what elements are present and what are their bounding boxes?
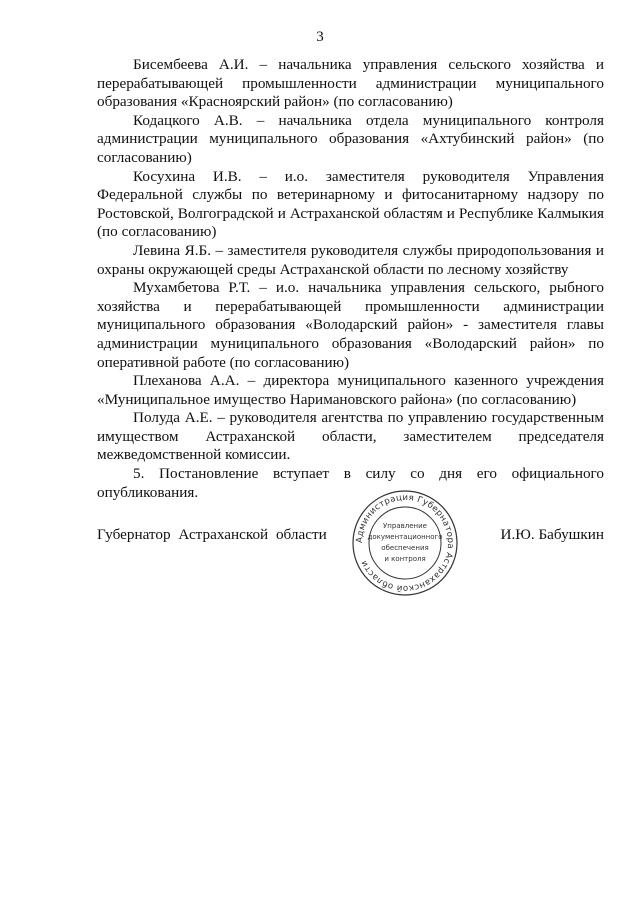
paragraph-kosukhin: Косухина И.В. – и.о. заместителя руководителя Управления Федеральной службы по ветеринарному и фитосанитарному надзору по Ростовской, Волгоградской и Астраханской областям и Республике Калмыкия (по согласованию) xyxy=(97,167,604,241)
signature-block xyxy=(97,488,604,598)
paragraph-kodatsky: Кодацкого А.В. – начальника отдела муниципального контроля администрации муниципального образования «Ахтубинский район» (по согласованию) xyxy=(97,111,604,166)
stamp-center-line-2: документационного xyxy=(367,533,443,541)
paragraph-plekhanov: Плеханова А.А. – директора муниципального казенного учреждения «Муниципальное имущество Наримановского района» (по согласованию) xyxy=(97,372,604,408)
paragraph-mukhambetov: Мухамбетова Р.Т. – и.о. начальника управления сельского, рыбного хозяйства и перерабатывающей промышленности администрации муниципального образования «Володарский район» - заместителя главы администрации муниципального образования «Володарский район» по оперативной работе (по согласованию) xyxy=(97,279,604,371)
paragraph-bisembeev: Бисембеева А.И. – начальника управления сельского хозяйства и перерабатывающей промышленности администрации муниципального образования «Красноярский район» (по согласованию) xyxy=(97,56,604,111)
official-stamp xyxy=(350,488,460,598)
svg-text:Администрация Губернатора Астр xyxy=(355,493,455,593)
stamp-center-line-1: Управление xyxy=(383,522,427,530)
page-number: 3 xyxy=(316,29,324,45)
stamp-center-line-3: обеспечения xyxy=(381,544,429,552)
signatory-position: Губернатор Астраханской области xyxy=(97,526,327,543)
stamp-ring-text: Администрация Губернатора Астраханской области xyxy=(354,492,456,594)
body-text xyxy=(97,56,604,502)
signatory-name: И.Ю. Бабушкин xyxy=(500,526,604,543)
stamp-center-line-4: и контроля xyxy=(384,555,426,563)
paragraph-effective-date: 5. Постановление вступает в силу со дня его официального опубликования. xyxy=(97,465,604,501)
paragraph-levin: Левина Я.Б. – заместителя руководителя службы природопользования и охраны окружающей среды Астраханской области по лесному хозяйству xyxy=(97,241,604,278)
paragraph-poluda: Полуда А.Е. – руководителя агентства по управлению государственным имуществом Астраханской области, заместителем председателя межведомственной комиссии. xyxy=(97,409,604,464)
